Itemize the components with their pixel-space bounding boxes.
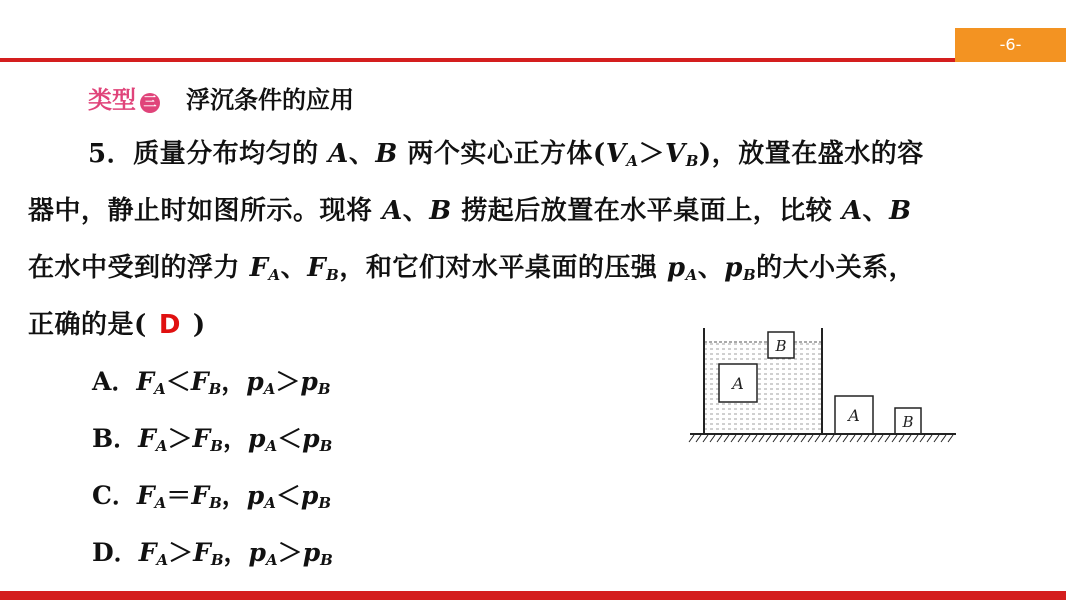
svg-text:B: B [775, 337, 787, 355]
type-label: 类型 [88, 86, 136, 114]
buoyancy-diagram [686, 322, 964, 450]
page-number-badge: -6- [955, 28, 1066, 62]
option-c[interactable]: C．$F_A=F_B$，$p_A<p_B$ [92, 481, 332, 512]
header-rule [0, 58, 1066, 62]
svg-text:B: B [902, 413, 914, 431]
section-title: 浮沉条件的应用 [186, 85, 354, 114]
option-a[interactable]: A．$F_A<F_B$，$p_A>p_B$ [92, 367, 331, 398]
option-d[interactable]: D．$F_A>F_B$，$p_A>p_B$ [92, 538, 333, 569]
question-line-1: 5．质量分布均匀的 A、B 两个实心正方体$(V_A>V_B)$，放置在盛水的容 [88, 139, 924, 170]
question-line-2: 器中，静止时如图所示。现将 A、B 捞起后放置在水平桌面上，比较 A、B [28, 196, 912, 226]
svg-text:A: A [848, 406, 860, 425]
question-line-4: 正确的是( D ) [28, 310, 206, 340]
svg-text:A: A [732, 374, 744, 393]
question-line-3: 在水中受到的浮力 $F_A$、$F_B$，和它们对水平桌面的压强 $p_A$、$p_B$的大小关系， [28, 253, 916, 284]
footer-rule [0, 591, 1066, 600]
option-b[interactable]: B．$F_A>F_B$，$p_A<p_B$ [92, 424, 333, 455]
section-heading [88, 80, 354, 115]
answer-mark: D [158, 310, 181, 340]
type-number-circle: 三 [140, 93, 160, 113]
